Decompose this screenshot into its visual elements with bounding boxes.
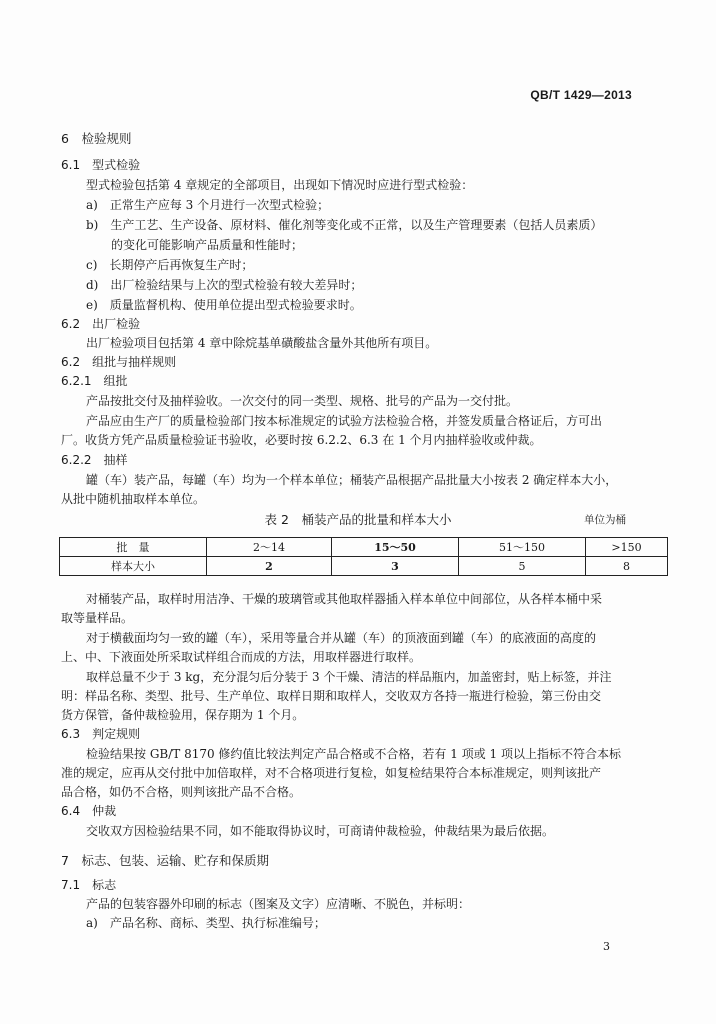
table-cell: 2 xyxy=(207,557,332,576)
section-6-2-1-heading: 6.2.1 组批 xyxy=(61,374,128,388)
table-row xyxy=(60,557,668,576)
batch-sample-table xyxy=(59,537,668,576)
list-item: d) 出厂检验结果与上次的型式检验有较大差异时； xyxy=(86,278,363,292)
section-6-2-2-heading: 6.2.2 抽样 xyxy=(61,453,128,467)
list-item: a) 正常生产应每 3 个月进行一次型式检验； xyxy=(86,198,330,212)
table-unit: 单位为桶 xyxy=(584,514,626,526)
list-item: a) 产品名称、商标、类型、执行标准编号； xyxy=(86,916,326,930)
paragraph-continuation: 品合格，如仍不合格，则判该批产品不合格。 xyxy=(61,785,302,799)
paragraph: 交收双方因检验结果不同，如不能取得协议时，可商请仲裁检验，仲裁结果为最后依据。 xyxy=(86,824,555,838)
table-cell: 15～50 xyxy=(332,538,459,557)
table-cell: 样本大小 xyxy=(60,557,207,576)
section-6-4-heading: 6.4 仲裁 xyxy=(61,804,117,818)
paragraph: 对于横截面均匀一致的罐（车），采用等量合并从罐（车）的顶液面到罐（车）的底液面的高度的 xyxy=(86,631,597,645)
table-cell: 8 xyxy=(586,557,668,576)
paragraph-continuation: 上、中、下液面处所采取试样组合而成的方法，用取样器进行取样。 xyxy=(61,650,422,664)
paragraph: 对桶装产品，取样时用洁净、干燥的玻璃管或其他取样器插入样本单位中间部位，从各样本桶中采 xyxy=(86,592,603,606)
section-6-2-heading: 6.2 组批与抽样规则 xyxy=(61,355,177,369)
table-cell: 5 xyxy=(459,557,586,576)
section-6-3-heading: 6.3 判定规则 xyxy=(61,727,141,741)
paragraph-continuation: 从批中随机抽取样本单位。 xyxy=(61,492,206,506)
list-item: e) 质量监督机构、使用单位提出型式检验要求时。 xyxy=(86,298,362,312)
paragraph-continuation: 明：样品名称、类型、批号、生产单位、取样日期和取样人，交收双方各持一瓶进行检验，第三份由交 xyxy=(61,689,602,703)
list-item: b) 生产工艺、生产设备、原材料、催化剂等变化或不正常，以及生产管理要素（包括人员素质） xyxy=(86,218,603,232)
paragraph-continuation: 货方保管，备仲裁检验用，保存期为 1 个月。 xyxy=(61,708,305,722)
paragraph-continuation: 取等量样品。 xyxy=(61,611,134,625)
paragraph: 罐（车）装产品，每罐（车）均为一个样本单位；桶装产品根据产品批量大小按表 2 确定样本大小， xyxy=(86,473,618,487)
section-6-2-heading: 6.2 出厂检验 xyxy=(61,317,141,331)
table-row xyxy=(60,538,668,557)
section-6-heading: 6 检验规则 xyxy=(61,131,132,146)
table-cell: 3 xyxy=(332,557,459,576)
paragraph: 产品应由生产厂的质量检验部门按本标准规定的试验方法检验合格，并签发质量合格证后，方可出 xyxy=(86,414,603,428)
table-caption: 表 2 桶装产品的批量和样本大小 xyxy=(264,512,452,527)
table-cell: 51～150 xyxy=(459,538,586,557)
paragraph: 取样总量不少于 3 kg，充分混匀后分装于 3 个干燥、清洁的样品瓶内，加盖密封，贴上标签，并注 xyxy=(86,670,612,684)
section-7-1-heading: 7.1 标志 xyxy=(61,878,117,892)
table-cell: 2～14 xyxy=(207,538,332,557)
table-cell: >150 xyxy=(586,538,668,557)
page-number: 3 xyxy=(603,940,610,953)
paragraph: 检验结果按 GB/T 8170 修约值比较法判定产品合格或不合格，若有 1 项或 1 项以上指标不符合本标 xyxy=(86,747,621,761)
table-cell: 批 量 xyxy=(60,538,207,557)
list-item-continuation: 的变化可能影响产品质量和性能时； xyxy=(111,238,304,252)
standard-code-header: QB/T 1429—2013 xyxy=(530,88,632,102)
paragraph: 产品按批交付及抽样验收。一次交付的同一类型、规格、批号的产品为一交付批。 xyxy=(86,394,519,408)
section-6-1-heading: 6.1 型式检验 xyxy=(61,158,141,172)
paragraph: 出厂检验项目包括第 4 章中除烷基单磺酸盐含量外其他所有项目。 xyxy=(86,336,438,350)
paragraph: 产品的包装容器外印刷的标志（图案及文字）应清晰、不脱色，并标明： xyxy=(86,897,471,911)
paragraph-continuation: 厂。收货方凭产品质量检验证书验收，必要时按 6.2.2、6.3 在 1 个月内抽样验收或仲裁。 xyxy=(61,433,542,447)
section-7-heading: 7 标志、包装、运输、贮存和保质期 xyxy=(61,853,269,868)
list-item: c) 长期停产后再恢复生产时； xyxy=(86,258,254,272)
paragraph-continuation: 准的规定，应再从交付批中加倍取样，对不合格项进行复检，如复检结果符合本标准规定，则判该批产 xyxy=(61,766,602,780)
paragraph: 型式检验包括第 4 章规定的全部项目，出现如下情况时应进行型式检验： xyxy=(86,178,474,192)
